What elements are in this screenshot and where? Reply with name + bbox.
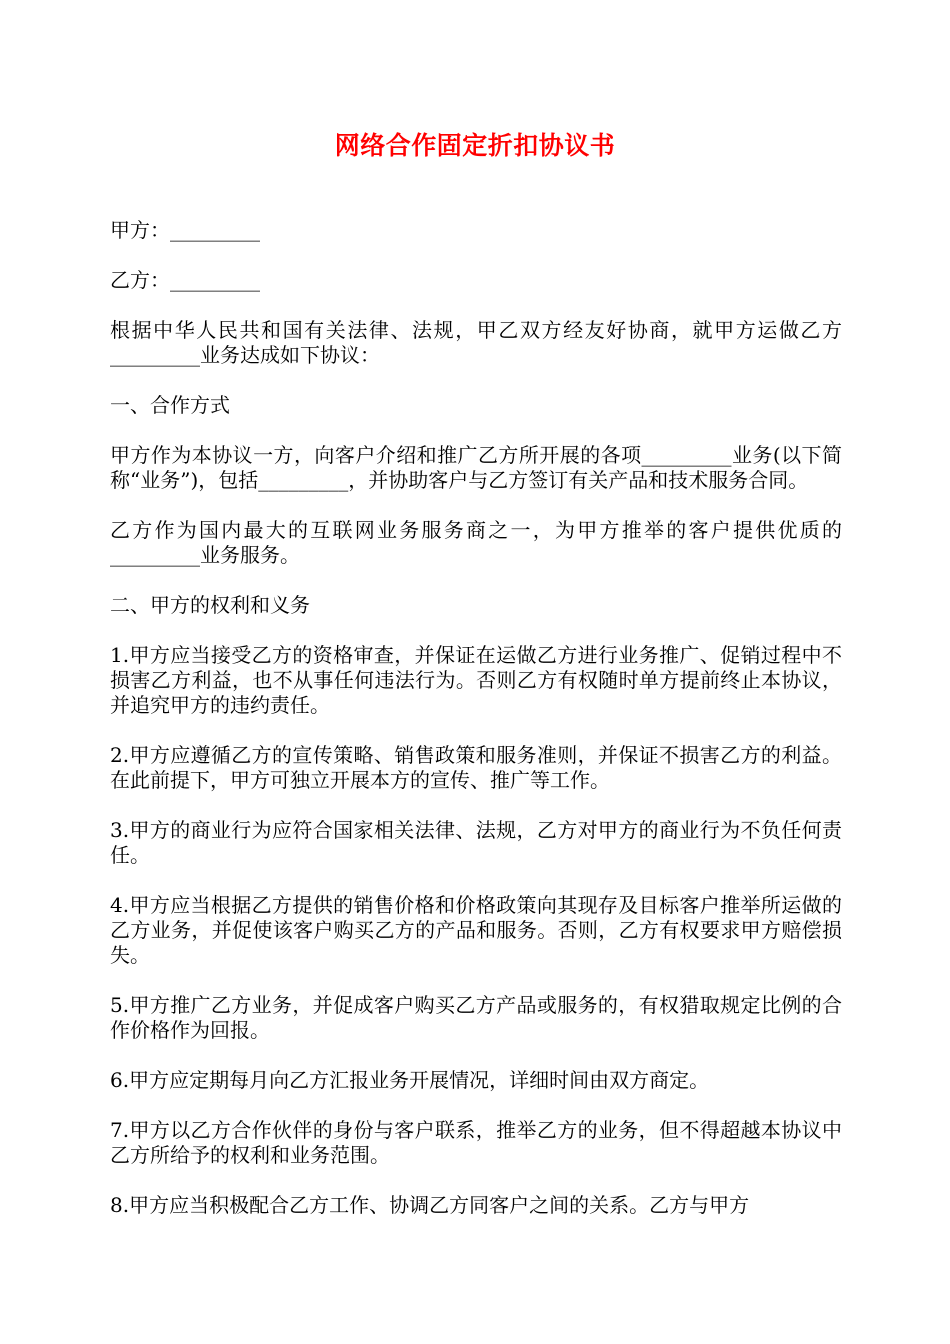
clause-2: 2.甲方应遵循乙方的宣传策略、销售政策和服务准则，并保证不损害乙方的利益。在此前提下，甲方可独立开展本方的宣传、推广等工作。	[110, 743, 842, 792]
party-a-line: 甲方：_________	[110, 218, 260, 242]
clause-1: 1.甲方应当接受乙方的资格审查，并保证在运做乙方进行业务推广、促销过程中不损害乙方利益，也不从事任何违法行为。否则乙方有权随时单方提前终止本协议，并追究甲方的违约责任。	[110, 643, 842, 717]
cooperation-paragraph-2: 乙方作为国内最大的互联网业务服务商之一，为甲方推举的客户提供优质的_________业务服务。	[110, 518, 842, 567]
party-b-line: 乙方：_________	[110, 268, 260, 292]
clause-5: 5.甲方推广乙方业务，并促成客户购买乙方产品或服务的，有权猎取规定比例的合作价格作为回报。	[110, 993, 842, 1042]
clause-6: 6.甲方应定期每月向乙方汇报业务开展情况，详细时间由双方商定。	[110, 1068, 710, 1092]
preamble-paragraph: 根据中华人民共和国有关法律、法规，甲乙双方经友好协商，就甲方运做乙方_________业务达成如下协议：	[110, 318, 842, 367]
cooperation-paragraph-1: 甲方作为本协议一方，向客户介绍和推广乙方所开展的各项_________业务(以下简称“业务”)，包括_________，并协助客户与乙方签订有关产品和技术服务合同。	[110, 443, 842, 492]
section-heading-cooperation: 一、合作方式	[110, 393, 230, 417]
clause-8: 8.甲方应当积极配合乙方工作、协调乙方同客户之间的关系。乙方与甲方	[110, 1193, 750, 1217]
clause-3: 3.甲方的商业行为应符合国家相关法律、法规，乙方对甲方的商业行为不负任何责任。	[110, 818, 842, 867]
clause-4: 4.甲方应当根据乙方提供的销售价格和价格政策向其现存及目标客户推举所运做的乙方业务，并促使该客户购买乙方的产品和服务。否则，乙方有权要求甲方赔偿损失。	[110, 893, 842, 967]
document-body	[110, 218, 842, 1243]
clause-7: 7.甲方以乙方合作伙伴的身份与客户联系，推举乙方的业务，但不得超越本协议中乙方所给予的权利和业务范围。	[110, 1118, 842, 1167]
section-heading-party-a-rights: 二、甲方的权利和义务	[110, 593, 310, 617]
document-title: 网络合作固定折扣协议书	[334, 131, 616, 160]
